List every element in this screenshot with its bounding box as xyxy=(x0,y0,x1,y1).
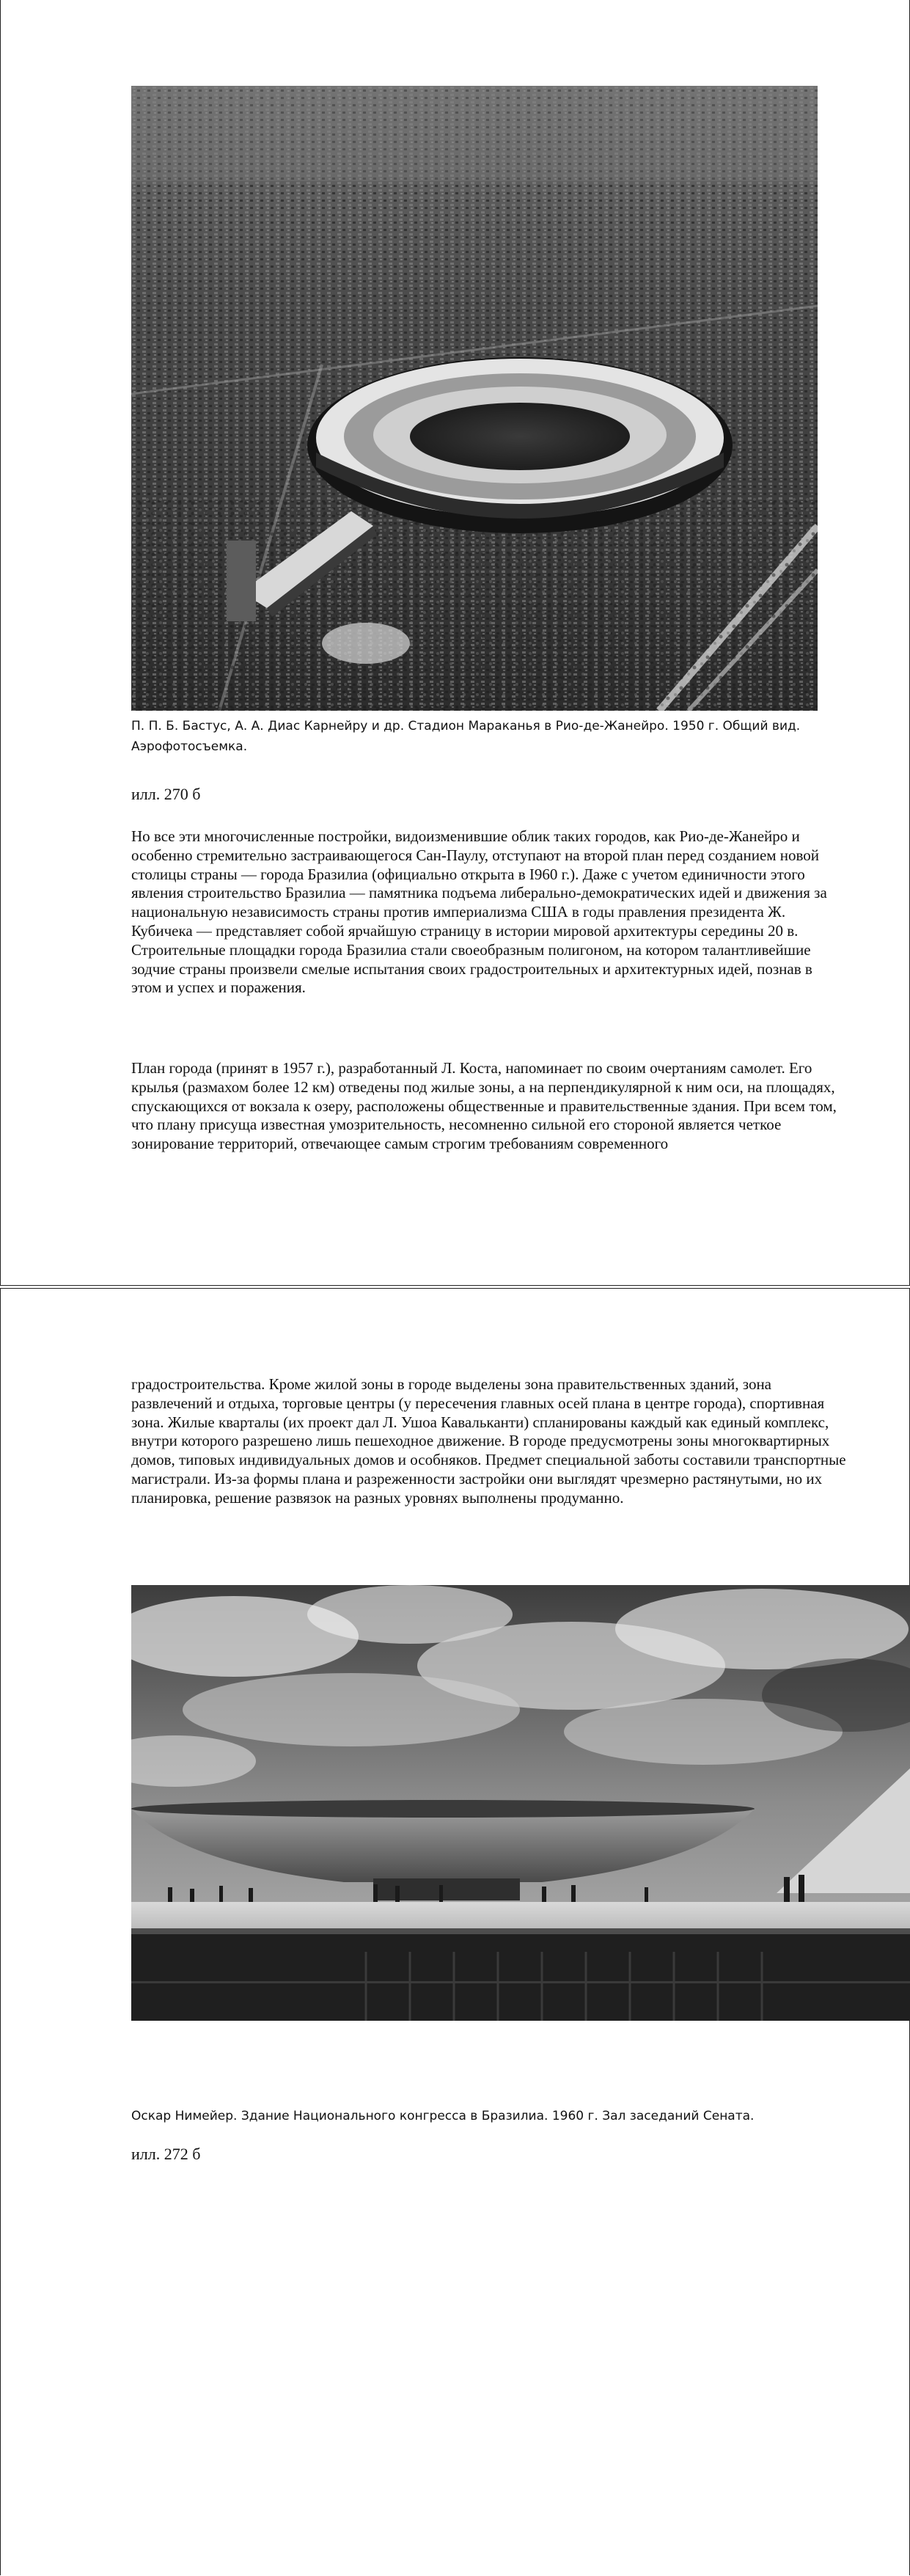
figure-caption: Оскар Нимейер. Здание Национального конгресса в Бразилиа. 1960 г. Зал заседаний Сената. xyxy=(131,2109,755,2123)
document-page-1 xyxy=(0,0,910,1286)
document-page-2 xyxy=(0,1288,910,2575)
body-paragraph: Но все эти многочисленные постройки, видоизменившие облик таких городов, как Рио-де-Жанейро и особенно стремительно застраивающегося Сан-Паулу, отступают на второй план перед созданием новой столицы страны — города Бразилиа (официально открыта в I960 г.). Даже с учетом единичности этого явления строительство Бразилиа — памятника подъема либерально-демократических идей и движения за национальную независимость страны против империализма США в годы правления президента Ж. Кубичека — представляет собой ярчайшую страницу в истории мировой архитектуры середины 20 в. Строительные площадки города Бразилиа стали своеобразным полигоном, на котором талантливейшие зодчие страны произвели смелые испытания своих градостроительных и архитектурных идей, познав в этом и успех и поражения. xyxy=(131,827,827,997)
stadium-aerial-photo xyxy=(131,86,818,711)
congress-dome-photo xyxy=(131,1585,910,2021)
illustration-reference: илл. 272 б xyxy=(131,2145,201,2163)
body-paragraph: градостроительства. Кроме жилой зоны в городе выделены зона правительственных зданий, зона развлечений и отдыха, торговые центры (у пересечения главных осей плана в центре города), спортивная зона. Жилые кварталы (их проект дал Л. Ушоа Кавальканти) спланированы каждый как единый комплекс, внутри которого разрешено лишь пешеходное движение. В городе предусмотрены зоны многоквартирных домов, типовых индивидуальных домов и особняков. Предмет специальной заботы составили транспортные магистрали. Из-за формы плана и разреженности застройки они выглядят чрезмерно растянутыми, но их планировка, решение развязок на разных уровнях выполнены продуманно. xyxy=(131,1375,846,1507)
illustration-reference: илл. 270 б xyxy=(131,785,201,803)
stadium-aerial-image xyxy=(131,86,818,711)
figure-caption: П. П. Б. Бастус, А. А. Диас Карнейру и др. Стадион Мараканья в Рио-де-Жанейро. 1950 г. Общий вид. Аэрофотосъемка. xyxy=(131,719,801,754)
congress-dome-image xyxy=(131,1585,910,2021)
body-paragraph: План города (принят в 1957 г.), разработанный Л. Коста, напоминает по своим очертаниям самолет. Его крылья (размахом более 12 км) отведены под жилые зоны, а на перпендикулярной к ним оси, на площадях, спускающихся от вокзала к озеру, расположены общественные и правительственные здания. При всем том, что плану присуща известная умозрительность, несомненно сильной его стороной является четкое зонирование территорий, отвечающее самым строгим требованиям современного xyxy=(131,1059,837,1153)
